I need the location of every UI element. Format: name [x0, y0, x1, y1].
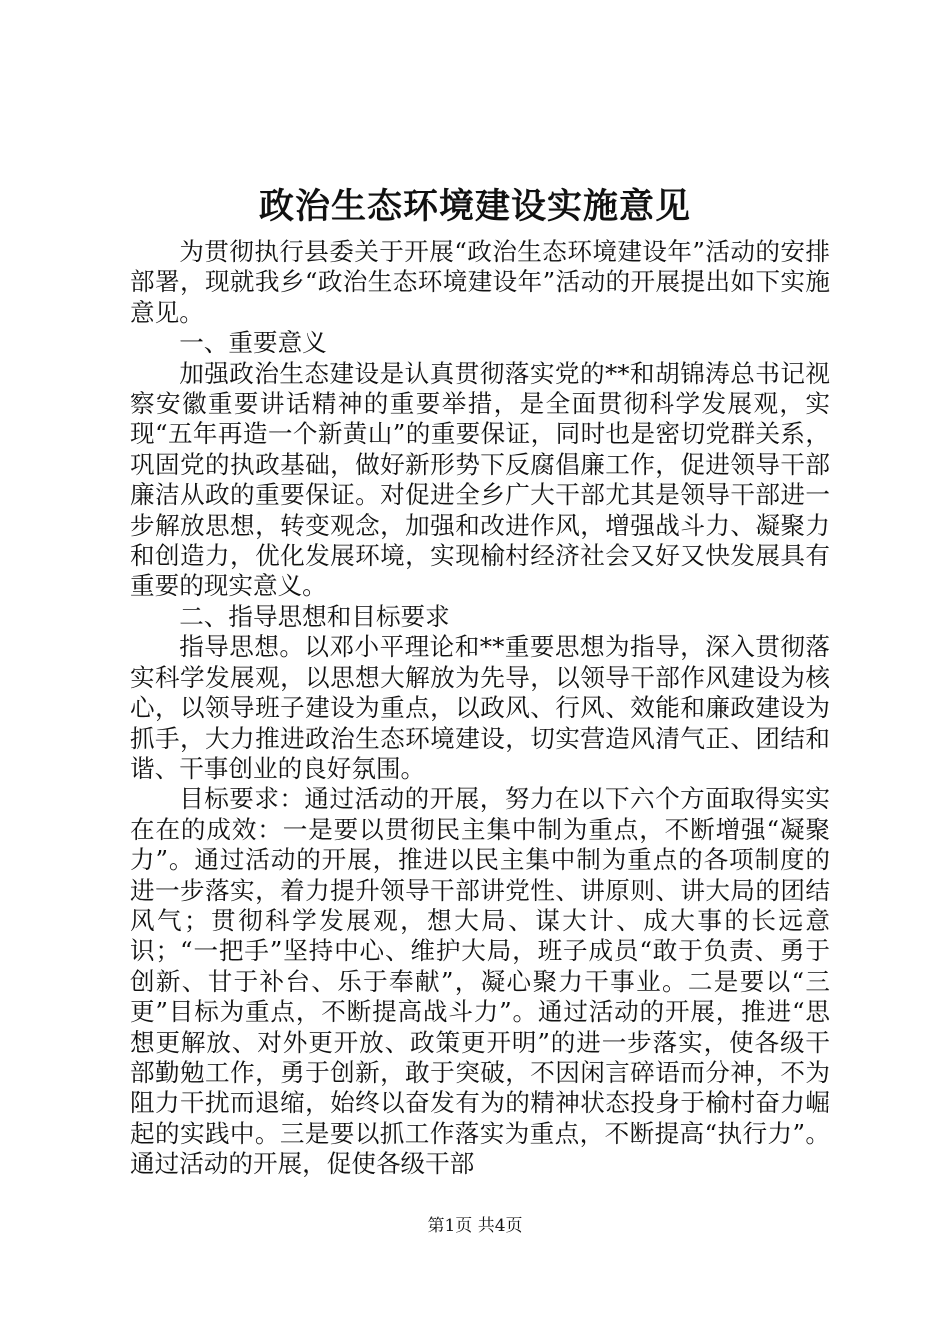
page-footer: 第1页 共4页 [427, 1216, 523, 1236]
section-heading-2: 二、指导思想和目标要求 [179, 601, 450, 631]
significance-paragraph: 加强政治生态建设是认真贯彻落实党的**和胡锦涛总书记视察安徽重要讲话精神的重要举措，是全面贯彻科学发展观，实现“五年再造一个新黄山”的重要保证，同时也是密切党群关系，巩固党的执政基础，做好新形势下反腐倡廉工作，促进领导干部廉洁从政的重要保证。对促进全乡广大干部尤其是领导干部进一步解放思想，转变观念，加强和改进作风，增强战斗力、凝聚力和创造力，优化发展环境，实现榆村经济社会又好又快发展具有重要的现实意义。 [130, 358, 830, 601]
document-title: 政治生态环境建设实施意见 [258, 186, 691, 227]
goals-paragraph: 目标要求：通过活动的开展，努力在以下六个方面取得实实在在的成效：一是要以贯彻民主集中制为重点，不断增强“凝聚力”。通过活动的开展，推进以民主集中制为重点的各项制度的进一步落实，着力提升领导干部讲党性、讲原则、讲大局的团结风气；贯彻科学发展观，想大局、谋大计、成大事的长远意识；“一把手”坚持中心、维护大局，班子成员“敢于负责、勇于创新、甘于补台、乐于奉献”，凝心聚力干事业。二是要以“三更”目标为重点，不断提高战斗力”。通过活动的开展，推进“思想更解放、对外更开放、政策更开明”的进一步落实，使各级干部勤勉工作，勇于创新，敢于突破，不因闲言碎语而分神，不为阻力干扰而退缩，始终以奋发有为的精神状态投身于榆村奋力崛起的实践中。三是要以抓工作落实为重点，不断提高“执行力”。通过活动的开展，促使各级干部 [130, 784, 830, 1179]
section-heading-1: 一、重要意义 [179, 328, 327, 358]
guiding-thought-paragraph: 指导思想。以邓小平理论和**重要思想为指导，深入贯彻落实科学发展观，以思想大解放为先导，以领导干部作风建设为核心，以领导班子建设为重点，以政风、行风、效能和廉政建设为抓手，大力推进政治生态环境建设，切实营造风清气正、团结和谐、干事创业的良好氛围。 [130, 632, 830, 783]
document-body [130, 237, 830, 1180]
intro-paragraph: 为贯彻执行县委关于开展“政治生态环境建设年”活动的安排部署，现就我乡“政治生态环境建设年”活动的开展提出如下实施意见。 [130, 237, 830, 327]
